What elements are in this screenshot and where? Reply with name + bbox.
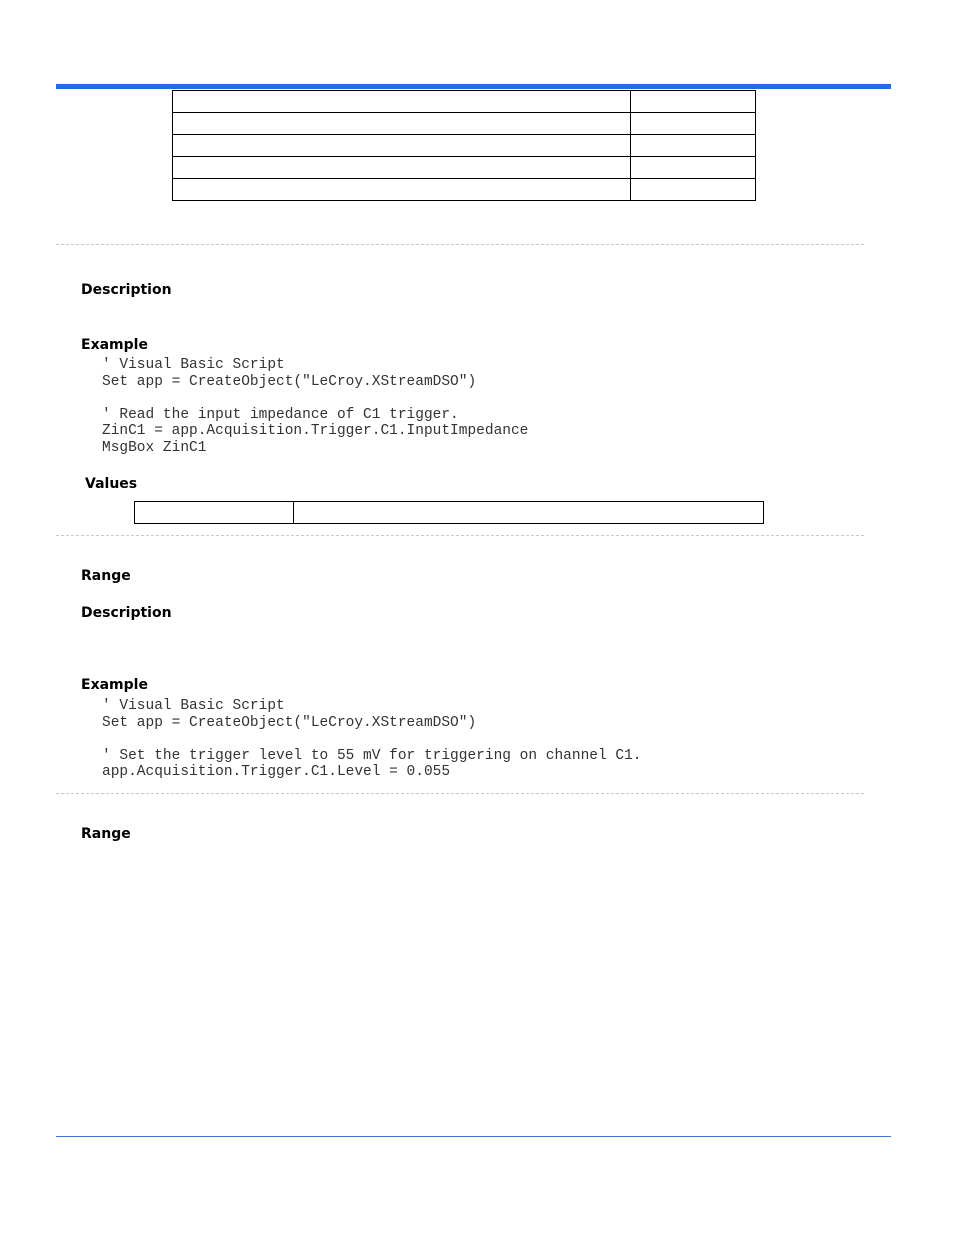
code-line: MsgBox ZinC1: [102, 439, 207, 456]
values-heading: Values: [85, 476, 138, 492]
table-cell: [631, 135, 756, 157]
table-cell: [631, 179, 756, 201]
section-separator: [56, 793, 864, 794]
table-cell: [173, 113, 631, 135]
example-code-block: [102, 698, 642, 781]
description-heading: Description: [81, 282, 172, 298]
table-cell: [294, 502, 764, 524]
table-cell: [173, 135, 631, 157]
table-cell: [631, 113, 756, 135]
footer-rule: [56, 1136, 891, 1137]
section-separator: [56, 535, 864, 536]
top-table: [172, 90, 756, 201]
table-row: [173, 135, 756, 157]
code-line: ' Visual Basic Script: [102, 698, 285, 714]
header-accent-bar: [56, 84, 891, 89]
range-heading: Range: [81, 568, 131, 584]
table-cell: [631, 91, 756, 113]
table-cell: [173, 157, 631, 179]
code-line: [102, 731, 642, 748]
code-line: ' Visual Basic Script: [102, 357, 285, 373]
table-row: [173, 91, 756, 113]
description-heading: Description: [81, 605, 172, 621]
code-line: ' Read the input impedance of C1 trigger.: [102, 406, 459, 423]
code-line: Set app = CreateObject("LeCroy.XStreamDSO"): [102, 373, 477, 390]
table-cell: [173, 179, 631, 201]
table-cell: [173, 91, 631, 113]
table-row: [135, 502, 764, 524]
code-line: app.Acquisition.Trigger.C1.Level = 0.055: [102, 764, 451, 780]
code-line: ' Set the trigger level to 55 mV for triggering on channel C1.: [102, 747, 642, 764]
code-line: Set app = CreateObject("LeCroy.XStreamDSO"): [102, 714, 477, 731]
range-heading: Range: [81, 826, 131, 842]
code-line: [102, 390, 528, 407]
table-cell: [135, 502, 294, 524]
example-heading: Example: [81, 677, 148, 693]
code-line: ZinC1 = app.Acquisition.Trigger.C1.InputImpedance: [102, 423, 529, 439]
table-row: [173, 179, 756, 201]
table-row: [173, 113, 756, 135]
section-separator: [56, 244, 864, 245]
example-code-block: [102, 357, 528, 456]
table-row: [173, 157, 756, 179]
example-heading: Example: [81, 337, 148, 353]
table-cell: [631, 157, 756, 179]
values-table: [134, 501, 764, 524]
